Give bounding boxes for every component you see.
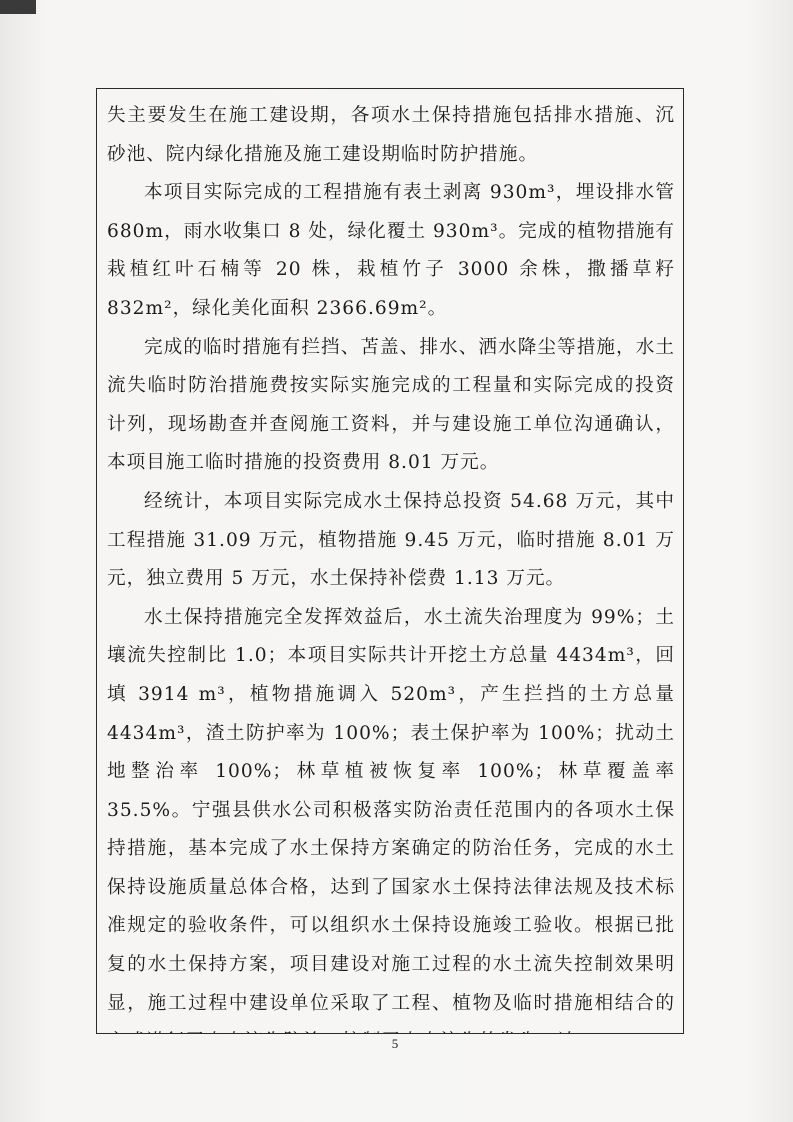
- paragraph-2: 本项目实际完成的工程措施有表土剥离 930m³，埋设排水管 680m，雨水收集口 8 处，绿化覆土 930m³。完成的植物措施有栽植红叶石楠等 20 株，栽植竹子 3000 余株，撒播草籽 832m²，绿化美化面积 2366.69m²。: [107, 182, 675, 319]
- body-text: [107, 97, 675, 1034]
- paragraph-4: 经统计，本项目实际完成水土保持总投资 54.68 万元，其中工程措施 31.09 万元，植物措施 9.45 万元，临时措施 8.01 万元，独立费用 5 万元，水土保持补偿费 1.13 万元。: [107, 490, 675, 590]
- paragraph-5: 水土保持措施完全发挥效益后，水土流失治理度为 99%；土壤流失控制比 1.0；本项目实际共计开挖土方总量 4434m³，回填 3914 m³，植物措施调入 520m³，产生拦挡的土方总量 4434m³，渣土防护率为 100%；表土保护率为 100%；扰动土地整治率 100%；林草植被恢复率 100%；林草覆盖率 35.5%。宁强县供水公司积极落实防治责任范围内的各项水土保持措施，基本完成了水土保持方案确定的防治任务，完成的水土保持设施质量总体合格，达到了国家水土保持法律法规及技术标准规定的验收条件，可以组织水土保持设施竣工验收。根据已批复的水土保持方案，项目建设对施工过程的水土流失控制效果明显，施工过程中建设单位采取了工程、植物及临时措施相结合的: [107, 606, 675, 1014]
- text-frame: [96, 88, 684, 1034]
- paragraph-3: 完成的临时措施有拦挡、苫盖、排水、洒水降尘等措施，水土流失临时防治措施费按实际实施完成的工程量和实际完成的投资计列，现场勘查并查阅施工资料，并与建设施工单位沟通确认，本项目施工临时措施的投资费用 8.01 万元。: [107, 336, 675, 474]
- paragraph-1: 失主要发生在施工建设期，各项水土保持措施包括排水措施、沉砂池、院内绿化措施及施工建设期临时防护措施。: [107, 105, 675, 165]
- scan-corner-mark: [0, 0, 36, 14]
- page-number: 5: [391, 1036, 399, 1051]
